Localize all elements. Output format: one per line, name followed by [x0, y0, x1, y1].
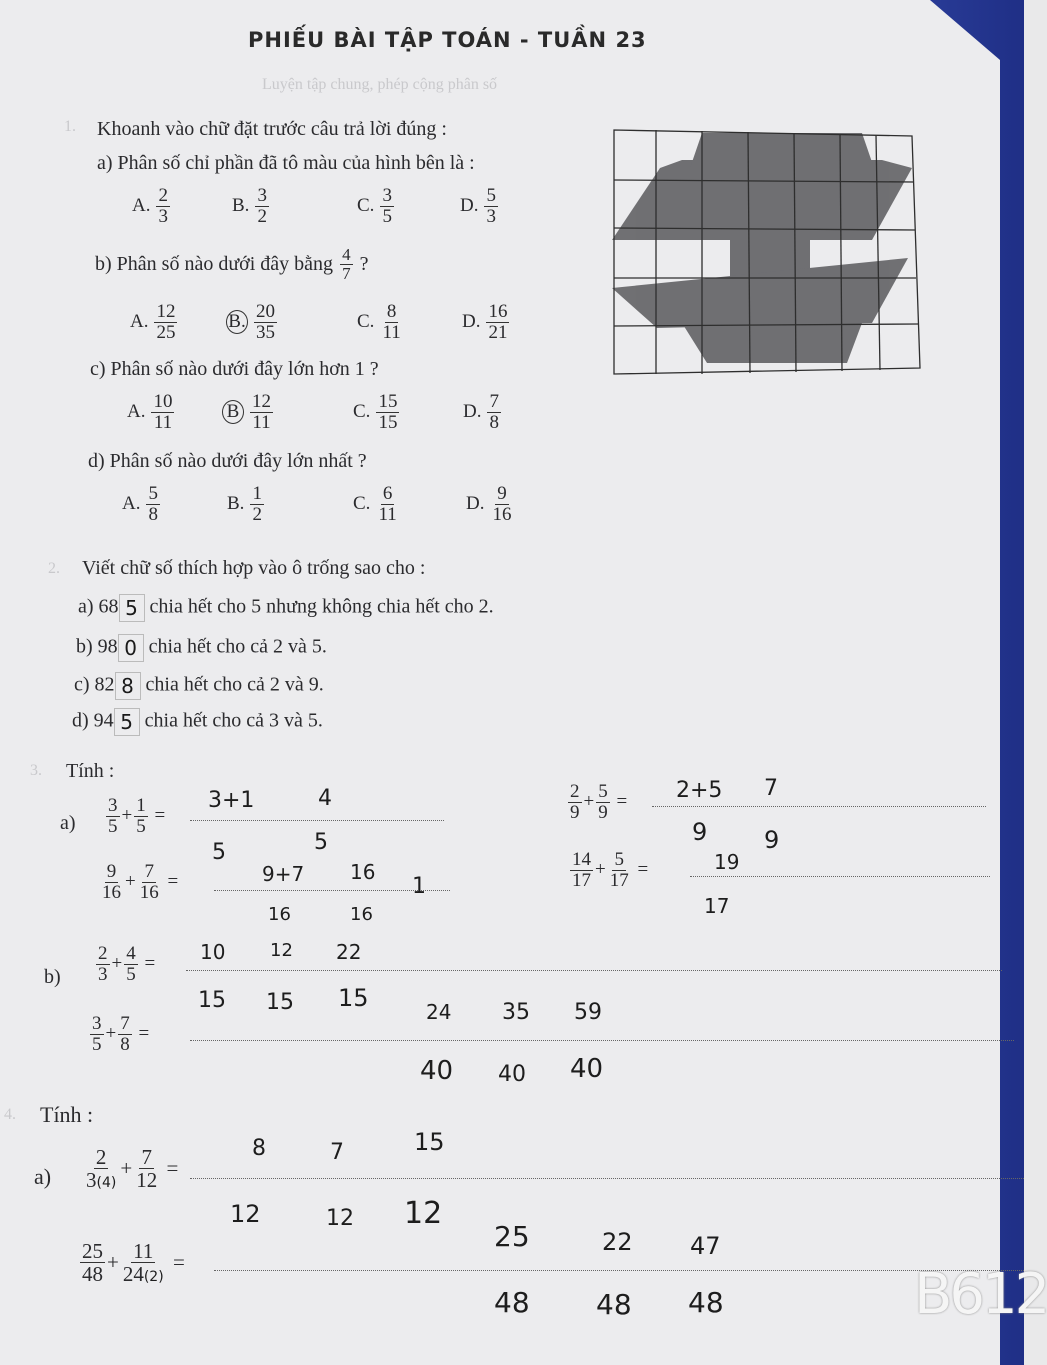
- q3-e1-hand-num: 3+1: [208, 788, 255, 813]
- q1c-option-b-circled: B $\frac{12}{11}$: [222, 392, 275, 433]
- q1d-option-d: D. $\frac{9}{16}$: [466, 483, 512, 525]
- q1b-option-b-circled: B. $\frac{20}{35}$: [226, 302, 279, 343]
- q3-e2-hand-den: 16: [268, 904, 291, 925]
- q1a-option-d: D. $\frac{5}{3}$: [460, 185, 496, 227]
- q1a-option-c: C. $\frac{3}{5}$: [357, 185, 392, 227]
- q4-e1-hand-c-num: 15: [414, 1128, 445, 1156]
- q1d-question: [88, 450, 367, 473]
- q1d-option-a: A. $\frac{5}{8}$: [122, 483, 158, 525]
- q3-expr4-answer-line[interactable]: [690, 876, 990, 877]
- q1b-label: b): [95, 252, 112, 275]
- q3-expr1-answer-line[interactable]: [190, 820, 444, 821]
- q1b-text: Phân số nào dưới đây bằng: [116, 252, 334, 275]
- q1c-label: c): [90, 358, 106, 380]
- q4-e1-hand-b-den: 12: [326, 1206, 354, 1231]
- q4-e2-hand-c-num: 47: [690, 1232, 721, 1260]
- q3a-label: a): [60, 812, 76, 834]
- q1d-option-c: C. $\frac{6}{11}$: [353, 483, 397, 525]
- q3-expr2: $\frac{9}{16}$ + $\frac{7}{16}$ =: [102, 861, 179, 903]
- q3-e1-hand-den: 5: [212, 840, 226, 865]
- q3-heading: Tính :: [66, 760, 115, 782]
- q3-expr6-answer-line[interactable]: [190, 1040, 1014, 1041]
- q3-e1-hand-res-den: 5: [314, 830, 328, 855]
- q2d-answer-box[interactable]: 5: [114, 708, 140, 736]
- q1a-text: Phân số chỉ phần đã tô màu của hình bên là :: [117, 152, 475, 174]
- q4-e2-hand-b-den: 48: [596, 1288, 632, 1321]
- q3-e6-hand-c-den: 40: [570, 1054, 604, 1084]
- q3-e5-hand-a-den: 15: [198, 988, 226, 1013]
- q3-e3-hand-res-den: 9: [764, 826, 780, 854]
- q1d-label: d): [88, 450, 105, 472]
- q1c-option-a: A. $\frac{10}{11}$: [127, 391, 173, 433]
- q2a-item: a) 68 5 chia hết cho 5 nhưng không chia hết cho 2.: [78, 595, 494, 620]
- q3-e5-hand-a-num: 10: [200, 940, 226, 964]
- q2-instruction: Viết chữ số thích hợp vào ô trống sao cho :: [82, 557, 426, 579]
- q1c-option-c: C. $\frac{15}{15}$: [353, 391, 398, 433]
- q1b-option-a: A. $\frac{12}{25}$: [130, 301, 176, 343]
- q3-expr5-answer-line[interactable]: [186, 970, 1002, 971]
- q1d-text: Phân số nào dưới đây lớn nhất ?: [109, 450, 367, 472]
- q4-e1-hand-c-den: 12: [404, 1196, 443, 1231]
- q3-expr4: $\frac{14}{17}$ + $\frac{5}{17}$ =: [572, 849, 649, 891]
- q1d-option-b: B. $\frac{1}{2}$: [227, 483, 262, 525]
- q4-expr1: $\frac{2}{3(4)}$ + $\frac{7}{12}$ =: [86, 1145, 179, 1193]
- q1b-option-d: D. $\frac{16}{21}$: [462, 301, 508, 343]
- q1b-fraction: $\frac{4}{7}$: [342, 245, 351, 283]
- q4-expr2-answer-line[interactable]: [214, 1270, 1024, 1271]
- q1c-text: Phân số nào dưới đây lớn hơn 1 ?: [110, 358, 379, 380]
- q4-e2-hand-a-num: 25: [494, 1220, 530, 1253]
- q1a-option-b: B. $\frac{3}{2}$: [232, 185, 267, 227]
- q2d-item: d) 94 5 chia hết cho cả 3 và 5.: [72, 709, 323, 734]
- shaded-grid-figure: [612, 128, 924, 376]
- q3-e5-hand-b-num: 12: [270, 940, 293, 961]
- q2c-answer-box[interactable]: 8: [115, 672, 141, 700]
- q1c-question: [90, 358, 379, 381]
- q3-e6-hand-b-den: 40: [498, 1062, 526, 1087]
- faded-heading: Luyện tập chung, phép cộng phân số: [262, 76, 498, 93]
- q1a-option-a: A. $\frac{2}{3}$: [132, 185, 168, 227]
- q1c-option-d: D. $\frac{7}{8}$: [463, 391, 499, 433]
- q3-e5-hand-c-num: 22: [336, 940, 362, 964]
- q3-expr5: $\frac{2}{3}$ + $\frac{4}{5}$ =: [98, 943, 156, 985]
- q3-e2-hand-mid-num: 16: [350, 860, 376, 884]
- q3-e2-hand-res: 1: [412, 874, 426, 899]
- q4-e2-hand-a-den: 48: [494, 1286, 530, 1319]
- q2c-item: c) 82 8 chia hết cho cả 2 và 9.: [74, 673, 324, 698]
- q3-number: 3.: [30, 762, 42, 779]
- q3-e3-hand-res-num: 7: [764, 776, 778, 801]
- q4-e1-hand-a-num: 8: [252, 1136, 266, 1161]
- q3-e3-hand-num: 2+5: [676, 778, 723, 803]
- q4-e2-hand-b-num: 22: [602, 1228, 633, 1256]
- q3-expr3: $\frac{2}{9}$ + $\frac{5}{9}$ =: [570, 781, 628, 823]
- q3-expr6: $\frac{3}{5}$ + $\frac{7}{8}$ =: [92, 1013, 150, 1055]
- q3-expr1: $\frac{3}{5}$ + $\frac{1}{5}$ =: [108, 795, 166, 837]
- q1b-question: b) Phân số nào dưới đây bằng $\frac{4}{7}$ ?: [95, 245, 369, 283]
- q1-instruction: Khoanh vào chữ đặt trước câu trả lời đúng :: [97, 118, 447, 140]
- q3-e2-hand-num: 9+7: [262, 862, 305, 886]
- q1-number: 1.: [64, 118, 76, 135]
- q3-e6-hand-a-den: 40: [420, 1056, 454, 1086]
- q3-e2-hand-mid-den: 16: [350, 904, 373, 925]
- q4-number: 4.: [4, 1106, 16, 1123]
- q2b-answer-box[interactable]: 0: [118, 634, 144, 662]
- q2-number: 2.: [48, 560, 60, 577]
- q3-e3-hand-den: 9: [692, 818, 708, 846]
- q2a-answer-box[interactable]: 5: [119, 594, 145, 622]
- q4-e2-hand-c-den: 48: [688, 1286, 724, 1319]
- q3-e1-hand-res-num: 4: [318, 786, 332, 811]
- q3-e6-hand-b-num: 35: [502, 1000, 530, 1025]
- q1a-question: [97, 152, 475, 175]
- q3-e6-hand-a-num: 24: [426, 1000, 452, 1024]
- q3-e5-hand-c-den: 15: [338, 984, 369, 1012]
- q4-expr1-answer-line[interactable]: [190, 1178, 1024, 1179]
- q4a-label: a): [34, 1164, 52, 1189]
- q3-expr3-answer-line[interactable]: [652, 806, 986, 807]
- q4-e1-hand-a-den: 12: [230, 1200, 261, 1228]
- q4-expr2: $\frac{25}{48}$ + $\frac{11}{24(2)}$ =: [82, 1239, 185, 1287]
- q1a-label: a): [97, 152, 113, 174]
- watermark-logo: B612: [914, 1262, 1047, 1327]
- q2b-item: b) 98 0 chia hết cho cả 2 và 5.: [76, 635, 327, 660]
- q4-e1-hand-b-num: 7: [330, 1140, 344, 1165]
- q4-heading: Tính :: [40, 1102, 94, 1127]
- q3-e4-hand-num: 19: [714, 850, 740, 874]
- q1b-option-c: C. $\frac{8}{11}$: [357, 301, 401, 343]
- q3-e5-hand-b-den: 15: [266, 990, 294, 1015]
- page-title: PHIẾU BÀI TẬP TOÁN - TUẦN 23: [248, 28, 647, 52]
- q3-e4-hand-den: 17: [704, 894, 730, 918]
- q3b-label: b): [44, 966, 61, 988]
- q3-e6-hand-c-num: 59: [574, 1000, 602, 1025]
